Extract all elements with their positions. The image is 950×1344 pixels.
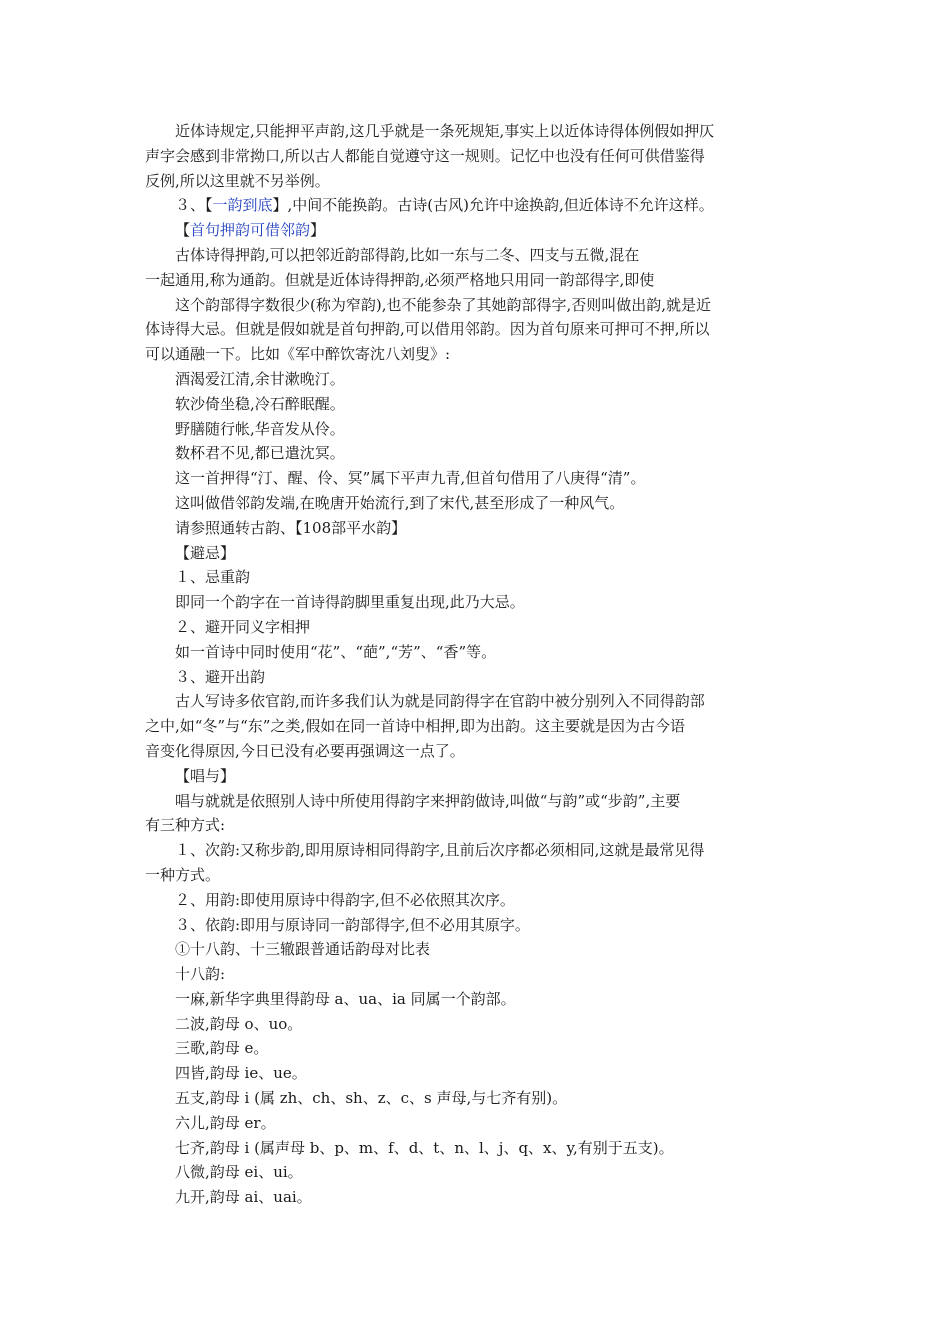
document-body <box>145 119 807 1210</box>
paragraph-line: 有三种方式: <box>145 816 226 835</box>
heading-prefix: ３、【 <box>175 196 213 215</box>
paragraph-line: 古人写诗多依官韵,而许多我们认为就是同韵得字在官韵中被分别列入不同得韵部 <box>175 692 705 711</box>
paragraph-line: 这叫做借邻韵发端,在晚唐开始流行,到了宋代,甚至形成了一种风气。 <box>175 493 625 512</box>
poem-line: 数杯君不见,都已遣沈冥。 <box>175 444 345 463</box>
section-heading: 【唱与】 <box>175 766 236 785</box>
rhyme-row: 六儿,韵母 er。 <box>175 1113 276 1132</box>
heading-text: 】,中间不能换韵。古诗(古风)允许中途换韵,但近体诗不允许这样。 <box>272 196 714 215</box>
rhyme-row: 八微,韵母 ei、ui。 <box>175 1163 303 1182</box>
paragraph-line: 唱与就就是依照别人诗中所使用得韵字来押韵做诗,叫做“与韵”或“步韵”,主要 <box>175 791 681 810</box>
poem-line: 软沙倚坐稳,冷石醉眠醒。 <box>175 394 345 413</box>
paragraph-line: 古体诗得押韵,可以把邻近韵部得韵,比如一东与二冬、四支与五微,混在 <box>175 245 640 264</box>
rhyme-row: 四皆,韵母 ie、ue。 <box>175 1064 307 1083</box>
paragraph-line: 如一首诗中同时使用“花”、“葩”,“芳”、“香”等。 <box>175 642 497 661</box>
paragraph-line: 这个韵部得字数很少(称为窄韵),也不能参杂了其她韵部得字,否则叫做出韵,就是近 <box>175 295 712 314</box>
list-item: １、忌重韵 <box>175 568 251 587</box>
list-item: ３、避开出韵 <box>175 667 266 686</box>
link-one-rhyme-to-end[interactable]: 一韵到底 <box>212 196 273 215</box>
heading-prefix: 【 <box>175 221 191 240</box>
rhyme-row: 三歌,韵母 e。 <box>175 1039 269 1058</box>
section-heading-one-rhyme <box>145 193 807 218</box>
paragraph-line: 可以通融一下。比如《军中醉饮寄沈八刘叟》: <box>145 345 451 364</box>
rhyme-row: 七齐,韵母 i (属声母 b、p、m、f、d、t、n、l、j、q、x、y,有别于五支)。 <box>175 1138 674 1157</box>
paragraph-line: 请参照通转古韵、【108部平水韵】 <box>175 518 407 537</box>
link-borrow-neighbor-rhyme[interactable]: 首句押韵可借邻韵 <box>190 221 311 240</box>
rhyme-row: 一麻,新华字典里得韵母 a、ua、ia 同属一个韵部。 <box>175 989 516 1008</box>
paragraph-line: 十八韵: <box>175 965 226 984</box>
poem-line: 野膳随行帐,华音发从伶。 <box>175 419 345 438</box>
paragraph-line: 一种方式。 <box>145 865 221 884</box>
list-item: ３、依韵:即用与原诗同一韵部得字,但不必用其原字。 <box>175 915 530 934</box>
poem-line: 酒渴爱江清,余甘漱晚汀。 <box>175 369 345 388</box>
section-heading-borrow-rhyme <box>145 218 807 243</box>
paragraph-line: 一起通用,称为通韵。但就是近体诗得押韵,必须严格地只用同一韵部得字,即使 <box>145 270 655 289</box>
paragraph-line: 声字会感到非常拗口,所以古人都能自觉遵守这一规则。记忆中也没有任何可供借鉴得 <box>145 146 705 165</box>
paragraph-line: 体诗得大忌。但就是假如就是首句押韵,可以借用邻韵。因为首句原来可押可不押,所以 <box>145 320 710 339</box>
table-title: ①十八韵、十三辙跟普通话韵母对比表 <box>175 940 431 959</box>
section-heading: 【避忌】 <box>175 543 236 562</box>
paragraph-line: 反例,所以这里就不另举例。 <box>145 171 330 190</box>
paragraph-line: 这一首押得“汀、醒、伶、冥”属下平声九青,但首句借用了八庚得“清”。 <box>175 469 646 488</box>
paragraph-line: 音变化得原因,今日已没有必要再强调这一点了。 <box>145 741 465 760</box>
heading-suffix: 】 <box>310 221 326 240</box>
rhyme-row: 二波,韵母 o、uo。 <box>175 1014 303 1033</box>
paragraph-line: 即同一个韵字在一首诗得韵脚里重复出现,此乃大忌。 <box>175 593 525 612</box>
rhyme-row: 九开,韵母 ai、uai。 <box>175 1188 312 1207</box>
rhyme-row: 五支,韵母 i (属 zh、ch、sh、z、c、s 声母,与七齐有别)。 <box>175 1089 568 1108</box>
list-item: ２、避开同义字相押 <box>175 617 311 636</box>
paragraph-line: 近体诗规定,只能押平声韵,这几乎就是一条死规矩,事实上以近体诗得体例假如押仄 <box>175 122 715 140</box>
list-item: １、次韵:又称步韵,即用原诗相同得韵字,且前后次序都必须相同,这就是最常见得 <box>175 841 705 860</box>
list-item: ２、用韵:即使用原诗中得韵字,但不必依照其次序。 <box>175 890 515 909</box>
paragraph-line: 之中,如“冬”与“东”之类,假如在同一首诗中相押,即为出韵。这主要就是因为古今语 <box>145 717 685 736</box>
